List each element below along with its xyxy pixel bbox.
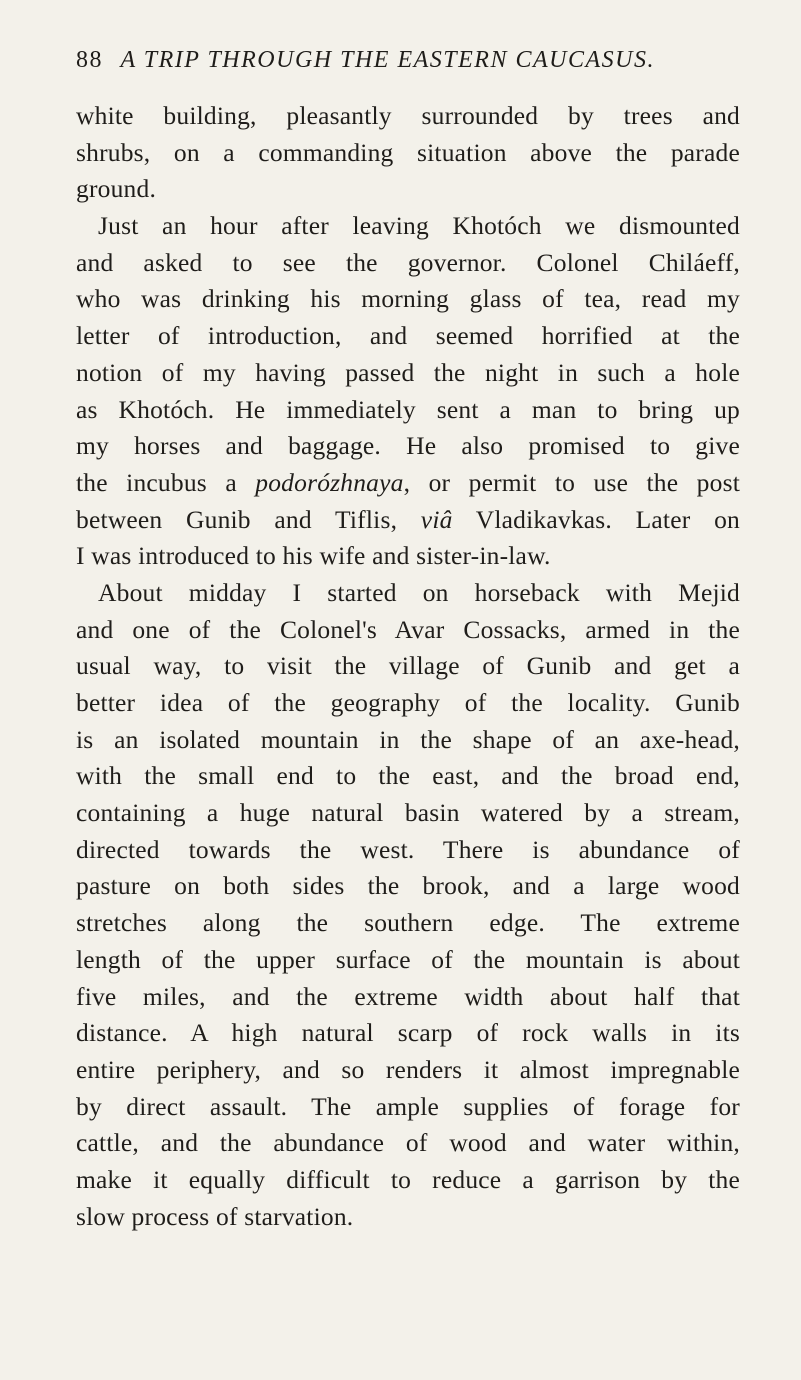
text-line: by direct assault. The ample supplies of forage for — [76, 1091, 740, 1121]
text-segment: between Gunib and Tiflis, — [76, 504, 421, 534]
italic-term: podorózhnaya — [255, 467, 404, 497]
text-line: cattle, and the abundance of wood and water within, — [76, 1128, 740, 1158]
text-line: who was drinking his morning glass of tea, read my — [76, 284, 740, 314]
text-line: I was introduced to his wife and sister-in-law. — [76, 541, 551, 571]
text-line: entire periphery, and so renders it almost impregnable — [76, 1054, 740, 1084]
running-header — [76, 47, 655, 74]
page-number: 88 — [76, 47, 103, 73]
body-text — [76, 98, 740, 1235]
text-segment: , or permit to use the post — [403, 467, 740, 497]
text-line: pasture on both sides the brook, and a large wood — [76, 871, 740, 901]
text-line: my horses and baggage. He also promised to give — [76, 431, 740, 461]
text-line: directed towards the west. There is abundance of — [76, 834, 740, 864]
text-line: shrubs, on a commanding situation above the parade — [76, 137, 740, 167]
text-line: notion of my having passed the night in such a hole — [76, 357, 740, 387]
text-line: five miles, and the extreme width about half that — [76, 981, 740, 1011]
text-line: and one of the Colonel's Avar Cossacks, armed in the — [76, 614, 740, 644]
text-line: About midday I started on horseback with Mejid — [98, 577, 740, 607]
text-line: slow process of starvation. — [76, 1201, 354, 1231]
text-line: with the small end to the east, and the broad end, — [76, 761, 740, 791]
text-line — [76, 465, 740, 502]
text-line: better idea of the geography of the locality. Gunib — [76, 688, 740, 717]
text-line: make it equally difficult to reduce a garrison by the — [76, 1164, 740, 1194]
text-line: Just an hour after leaving Khotóch we dismounted — [98, 211, 740, 241]
text-line: as Khotóch. He immediately sent a man to bring up — [76, 394, 740, 424]
text-line: letter of introduction, and seemed horrified at the — [76, 321, 740, 351]
text-segment: Vladikavkas. Later on — [452, 504, 740, 534]
text-line: containing a huge natural basin watered by a stream, — [76, 798, 740, 828]
text-line: distance. A high natural scarp of rock walls in its — [76, 1018, 740, 1048]
italic-term: viâ — [420, 504, 453, 534]
text-line: stretches along the southern edge. The extreme — [76, 908, 740, 938]
text-line: length of the upper surface of the mountain is about — [76, 944, 740, 974]
text-line: is an isolated mountain in the shape of an axe-head, — [76, 724, 740, 754]
text-line: and asked to see the governor. Colonel Chiláeff, — [76, 247, 740, 277]
text-line: ground. — [76, 174, 157, 204]
text-line: usual way, to visit the village of Gunib and get a — [76, 651, 740, 681]
text-line: white building, pleasantly surrounded by trees and — [76, 101, 740, 130]
running-title: A TRIP THROUGH THE EASTERN CAUCASUS. — [120, 47, 655, 73]
text-segment: the incubus a — [76, 467, 256, 497]
text-line — [76, 502, 740, 539]
